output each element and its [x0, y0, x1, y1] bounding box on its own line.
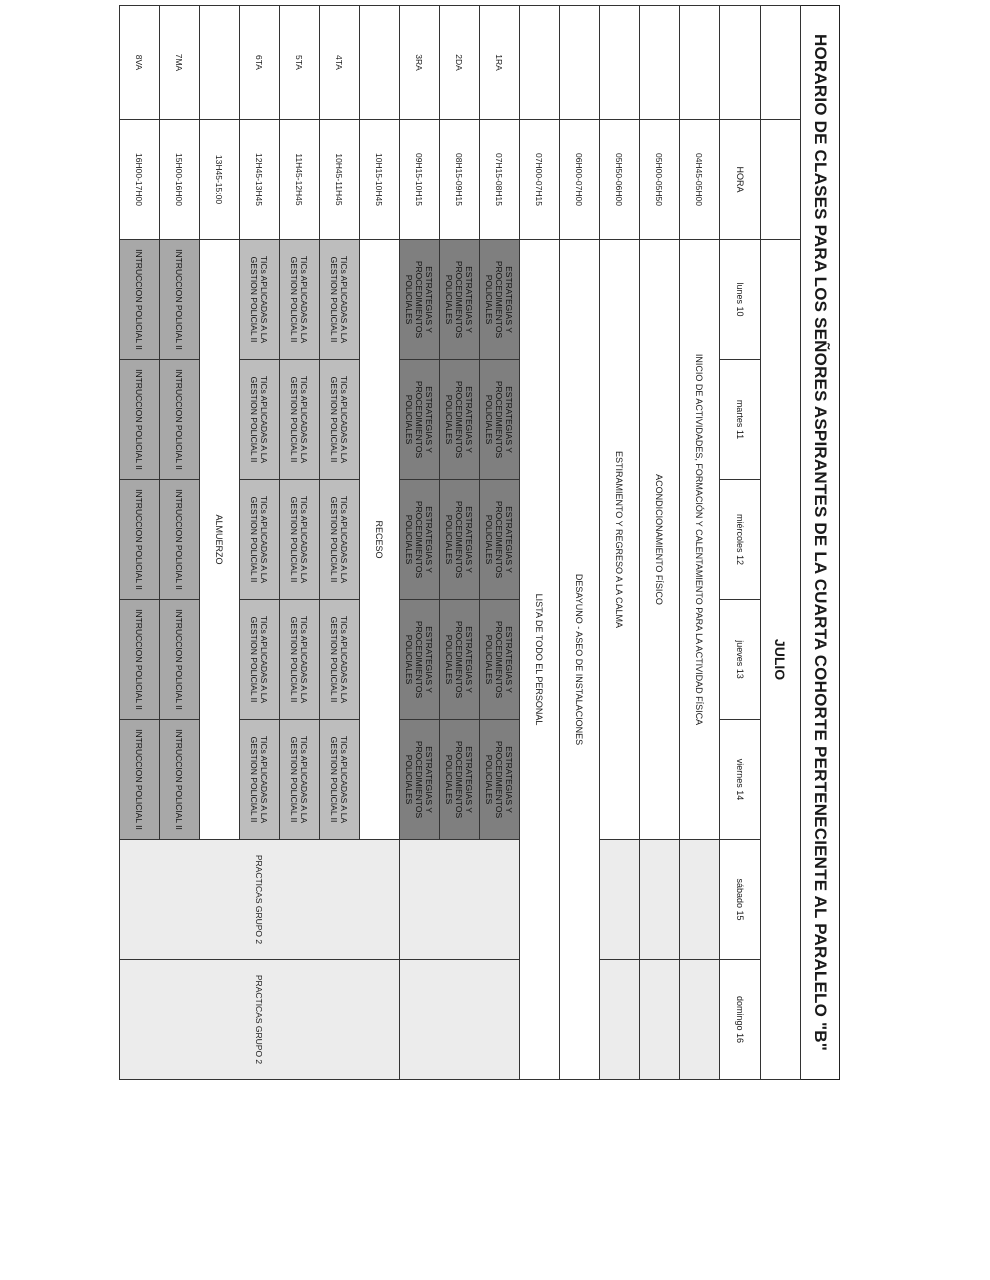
class-cell: INTRUCCION POLICIAL II	[160, 720, 200, 840]
class-cell: TICs APLICADAS A LA GESTION POLICIAL II	[240, 360, 280, 480]
month-label: JULIO	[761, 240, 801, 1080]
time-cell: 13H45-15:00	[200, 120, 240, 240]
class-cell: INTRUCCION POLICIAL II	[160, 240, 200, 360]
class-cell: TICs APLICADAS A LA GESTION POLICIAL II	[280, 720, 320, 840]
class-cell: TICs APLICADAS A LA GESTION POLICIAL II	[320, 600, 360, 720]
table-row	[360, 6, 400, 1080]
class-cell: ESTRATEGIAS Y PROCEDIMIENTOS POLICIALES	[400, 240, 440, 360]
period-cell: 3RA	[400, 6, 440, 120]
class-cell: ESTRATEGIAS Y PROCEDIMIENTOS POLICIALES	[480, 600, 520, 720]
period-cell: 5TA	[280, 6, 320, 120]
class-cell: ESTRATEGIAS Y PROCEDIMIENTOS POLICIALES	[400, 720, 440, 840]
class-cell: TICs APLICADAS A LA GESTION POLICIAL II	[240, 600, 280, 720]
day-header-wed: miércoles 12	[720, 480, 761, 600]
day-header-mon: lunes 10	[720, 240, 761, 360]
class-cell: ESTRATEGIAS Y PROCEDIMIENTOS POLICIALES	[480, 720, 520, 840]
activity-cell: INICIO DE ACTIVIDADES, FORMACIÓN Y CALENTAMIENTO PARA LA ACTIVIDAD FÍSICA	[680, 240, 720, 840]
class-cell: TICs APLICADAS A LA GESTION POLICIAL II	[240, 240, 280, 360]
schedule-sheet	[130, 5, 840, 1080]
class-cell: ESTRATEGIAS Y PROCEDIMIENTOS POLICIALES	[480, 360, 520, 480]
time-cell: 04H45-05H00	[680, 120, 720, 240]
class-cell: ESTRATEGIAS Y PROCEDIMIENTOS POLICIALES	[480, 480, 520, 600]
class-cell: INTRUCCION POLICIAL II	[120, 600, 160, 720]
days-header-row	[720, 6, 761, 1080]
table-row	[560, 6, 600, 1080]
time-cell: 05H50-06H00	[600, 120, 640, 240]
class-cell: ESTRATEGIAS Y PROCEDIMIENTOS POLICIALES	[400, 480, 440, 600]
time-cell: 07H15-08H15	[480, 120, 520, 240]
table-row	[680, 6, 720, 1080]
period-cell: 7MA	[160, 6, 200, 120]
time-cell: 15H00-16H00	[160, 120, 200, 240]
class-cell: ESTRATEGIAS Y PROCEDIMIENTOS POLICIALES	[400, 360, 440, 480]
activity-cell: DESAYUNO - ASEO DE INSTALACIONES	[560, 240, 600, 1080]
activity-cell: ESTIRAMIENTO Y REGRESO A LA CALMA	[600, 240, 640, 840]
month-row	[761, 6, 801, 1080]
day-header-thu: jueves 13	[720, 600, 761, 720]
class-cell: TICs APLICADAS A LA GESTION POLICIAL II	[240, 480, 280, 600]
day-header-sat: sábado 15	[720, 840, 761, 960]
day-header-sun: domingo 16	[720, 960, 761, 1080]
class-cell: INTRUCCION POLICIAL II	[120, 480, 160, 600]
class-cell: ESTRATEGIAS Y PROCEDIMIENTOS POLICIALES	[440, 240, 480, 360]
class-cell: TICs APLICADAS A LA GESTION POLICIAL II	[280, 600, 320, 720]
time-cell: 06H00-07H00	[560, 120, 600, 240]
time-cell: 07H00-07H15	[520, 120, 560, 240]
class-cell: INTRUCCION POLICIAL II	[120, 360, 160, 480]
period-cell: 2DA	[440, 6, 480, 120]
period-cell: 4TA	[320, 6, 360, 120]
class-cell: TICs APLICADAS A LA GESTION POLICIAL II	[240, 720, 280, 840]
class-cell: ESTRATEGIAS Y PROCEDIMIENTOS POLICIALES	[440, 360, 480, 480]
time-cell: 09H15-10H15	[400, 120, 440, 240]
schedule-table	[119, 5, 801, 1080]
table-row	[480, 6, 520, 1080]
time-cell: 11H45-12H45	[280, 120, 320, 240]
time-cell: 05H00-05H50	[640, 120, 680, 240]
class-cell: TICs APLICADAS A LA GESTION POLICIAL II	[280, 240, 320, 360]
lunch-cell: ALMUERZO	[200, 240, 240, 840]
table-row	[520, 6, 560, 1080]
class-cell: ESTRATEGIAS Y PROCEDIMIENTOS POLICIALES	[400, 600, 440, 720]
weekend-sat-cell: PRACTICAS GRUPO 2	[120, 840, 400, 960]
table-row	[640, 6, 680, 1080]
class-cell: INTRUCCION POLICIAL II	[160, 600, 200, 720]
class-cell: TICs APLICADAS A LA GESTION POLICIAL II	[280, 480, 320, 600]
class-cell: INTRUCCION POLICIAL II	[120, 240, 160, 360]
class-cell: ESTRATEGIAS Y PROCEDIMIENTOS POLICIALES	[440, 480, 480, 600]
class-cell: ESTRATEGIAS Y PROCEDIMIENTOS POLICIALES	[440, 600, 480, 720]
class-cell: INTRUCCION POLICIAL II	[120, 720, 160, 840]
activity-cell: LISTA DE TODO EL PERSONAL	[520, 240, 560, 1080]
break-cell: RECESO	[360, 240, 400, 840]
time-cell: 10H15-10H45	[360, 120, 400, 240]
class-cell: TICs APLICADAS A LA GESTION POLICIAL II	[280, 360, 320, 480]
day-header-fri: viernes 14	[720, 720, 761, 840]
class-cell: TICs APLICADAS A LA GESTION POLICIAL II	[320, 360, 360, 480]
class-cell: INTRUCCION POLICIAL II	[160, 360, 200, 480]
activity-cell: ACONDICIONAMIENTO FÍSICO	[640, 240, 680, 840]
class-cell: INTRUCCION POLICIAL II	[160, 480, 200, 600]
class-cell: TICs APLICADAS A LA GESTION POLICIAL II	[320, 240, 360, 360]
hour-header: HORA	[720, 120, 761, 240]
time-cell: 16H00-17H00	[120, 120, 160, 240]
weekend-sun-cell: PRACTICAS GRUPO 2	[120, 960, 400, 1080]
time-cell: 12H45-13H45	[240, 120, 280, 240]
table-row	[600, 6, 640, 1080]
period-cell: 1RA	[480, 6, 520, 120]
class-cell: TICs APLICADAS A LA GESTION POLICIAL II	[320, 480, 360, 600]
page-title: HORARIO DE CLASES PARA LOS SEÑORES ASPIRANTES DE LA CUARTA COHORTE PERTENECIENTE AL PARALELO "B"	[801, 5, 840, 1080]
class-cell: ESTRATEGIAS Y PROCEDIMIENTOS POLICIALES	[480, 240, 520, 360]
class-cell: ESTRATEGIAS Y PROCEDIMIENTOS POLICIALES	[440, 720, 480, 840]
time-cell: 10H45-11H45	[320, 120, 360, 240]
class-cell: TICs APLICADAS A LA GESTION POLICIAL II	[320, 720, 360, 840]
period-cell: 8VA	[120, 6, 160, 120]
time-cell: 08H15-09H15	[440, 120, 480, 240]
period-cell: 6TA	[240, 6, 280, 120]
day-header-tue: martes 11	[720, 360, 761, 480]
